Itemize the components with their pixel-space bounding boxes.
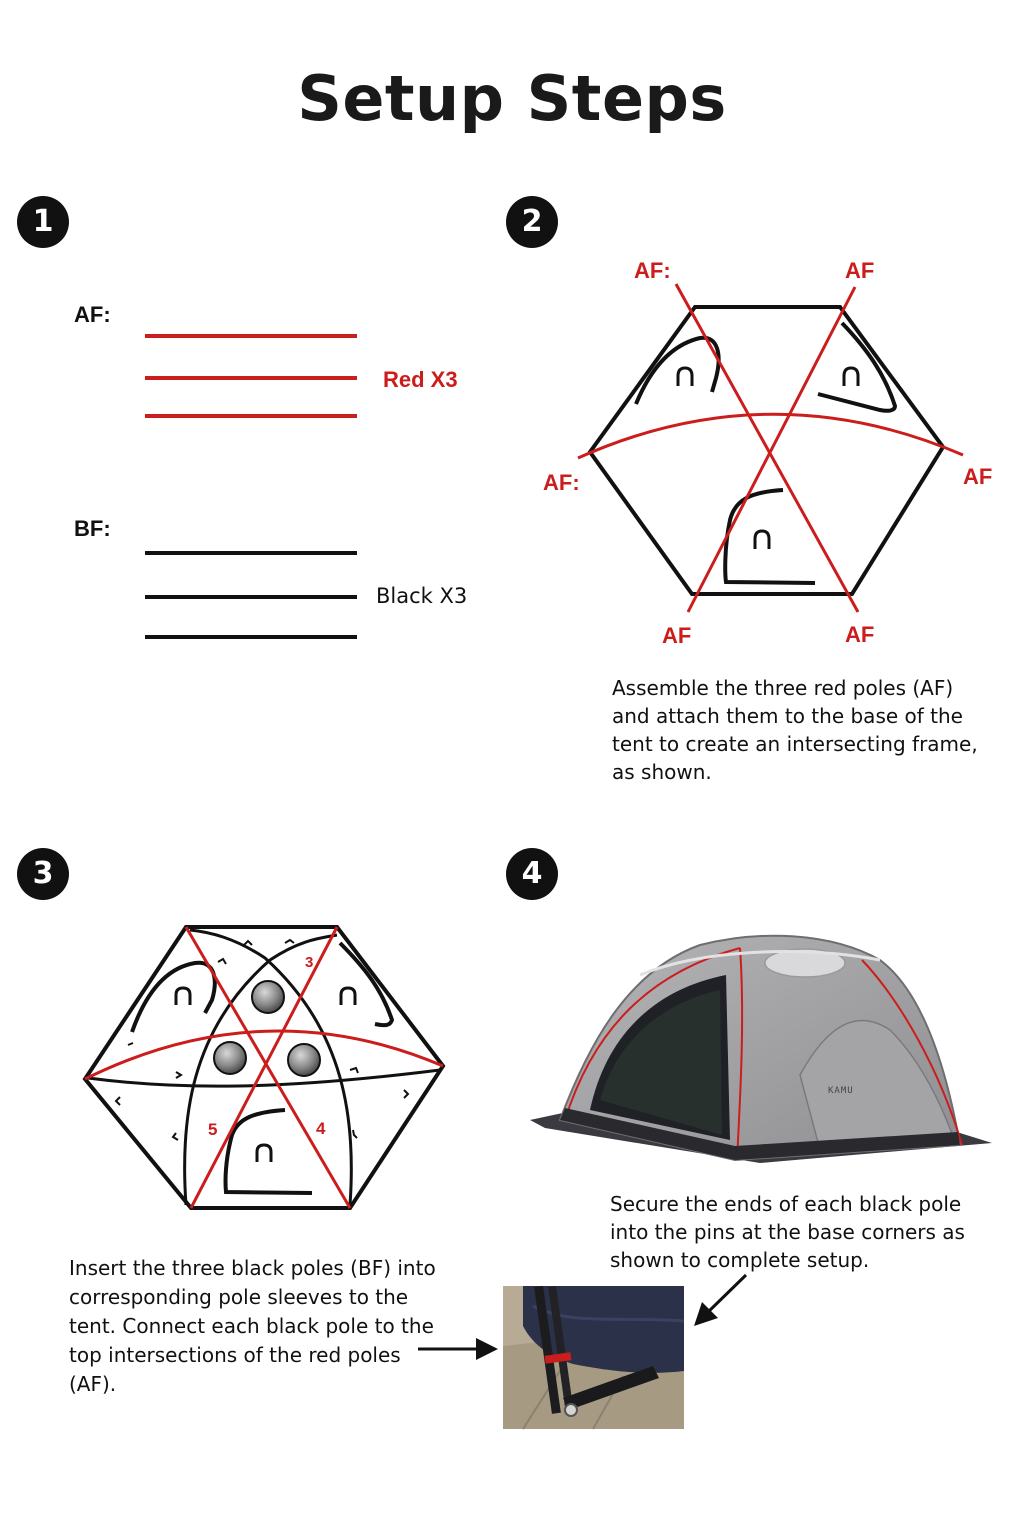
af-corner-label: AF	[963, 464, 993, 489]
af-corner-label: AF	[662, 623, 692, 648]
tent-logo: KAMU	[828, 1086, 854, 1096]
bf-label: BF:	[74, 516, 111, 541]
step-2-caption: Assemble the three red poles (AF) and attach them to the base of the tent to create an intersecting frame, as shown.	[612, 676, 978, 784]
step-4-caption: Secure the ends of each black pole into the pins at the base corners as shown to complete setup.	[610, 1192, 965, 1272]
af-corner-label: AF	[845, 622, 875, 647]
af-label: AF:	[74, 302, 111, 327]
step-3-caption: Insert the three black poles (BF) into corresponding pole sleeves to the tent. Connect each black pole to the top intersections of the red poles (AF).	[69, 1256, 436, 1396]
step-4-badge: 4	[506, 848, 558, 900]
sleeve-number: 3	[305, 954, 314, 971]
page-title: Setup Steps	[297, 62, 727, 135]
black-count-label: Black X3	[376, 584, 468, 608]
red-count-label: Red X3	[383, 367, 458, 392]
step-2-badge: 2	[506, 196, 558, 248]
step-3-badge: 3	[17, 848, 69, 900]
af-corner-label: AF:	[543, 470, 580, 495]
pole-pin-detail-photo	[503, 1286, 684, 1429]
af-corner-label: AF	[845, 258, 875, 283]
af-corner-label: AF:	[634, 258, 671, 283]
sleeve-number: 4	[316, 1119, 326, 1138]
sleeve-number: 5	[208, 1120, 218, 1139]
step-1-badge: 1	[17, 196, 69, 248]
